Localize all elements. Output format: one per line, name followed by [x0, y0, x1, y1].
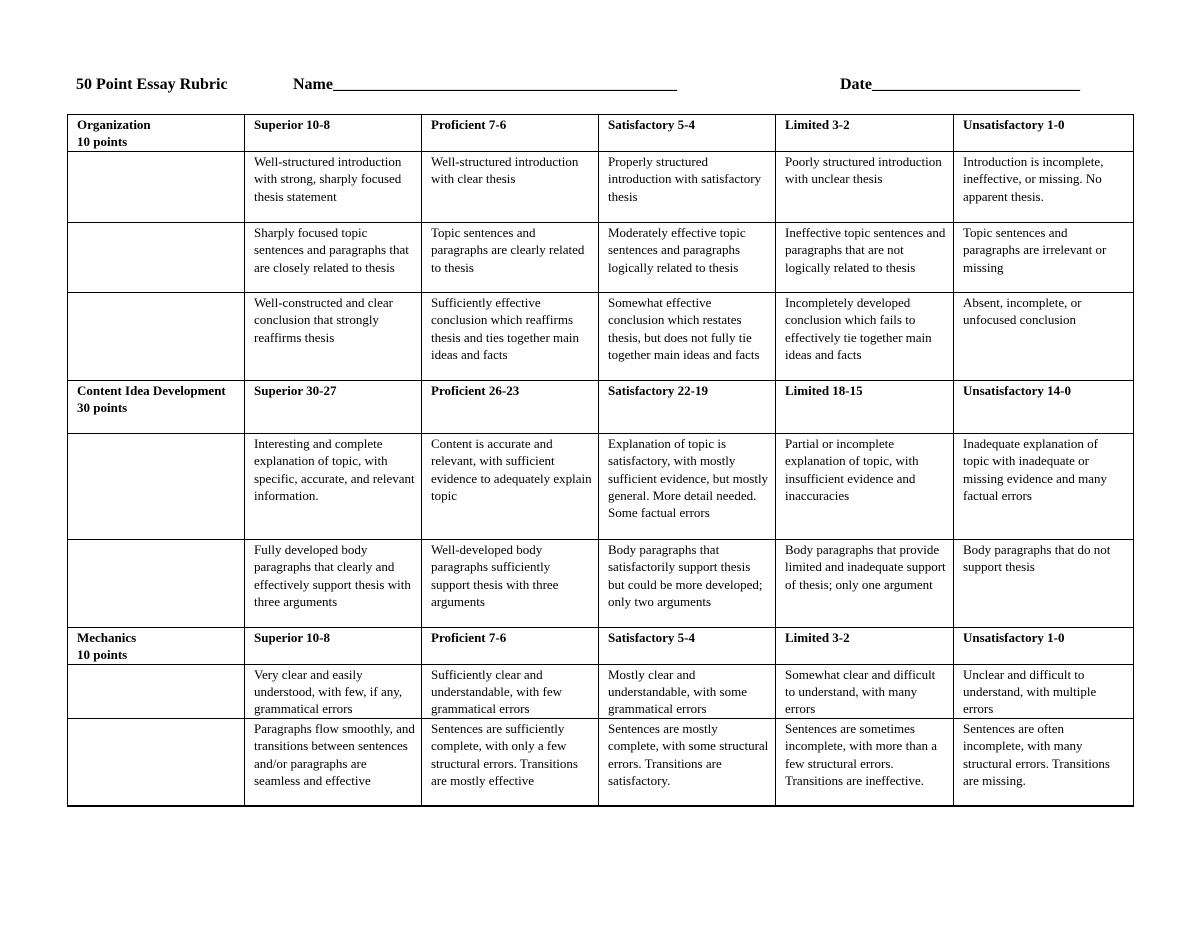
level-header: Satisfactory 5-4 [599, 627, 776, 664]
criteria-cell: Content is accurate and relevant, with sufficient evidence to adequately explain topic [422, 433, 599, 539]
criteria-cell: Introduction is incomplete, ineffective, or missing. No apparent thesis. [954, 151, 1134, 222]
category-points: 10 points [77, 647, 128, 663]
criteria-cell: Fully developed body paragraphs that clearly and effectively support thesis with three arguments [245, 539, 422, 627]
category-name: Organization [77, 117, 151, 132]
criteria-cell: Sentences are sufficiently complete, with only a few structural errors. Transitions are mostly effective [422, 718, 599, 806]
criteria-cell: Interesting and complete explanation of topic, with specific, accurate, and relevant information. [245, 433, 422, 539]
criteria-cell: Somewhat effective conclusion which restates thesis, but does not fully tie together main ideas and facts [599, 292, 776, 380]
level-header: Satisfactory 5-4 [599, 115, 776, 152]
criteria-cell: Topic sentences and paragraphs are irrelevant or missing [954, 222, 1134, 292]
criteria-cell: Unclear and difficult to understand, with multiple errors [954, 664, 1134, 718]
level-header: Unsatisfactory 1-0 [954, 115, 1134, 152]
criteria-cell: Inadequate explanation of topic with inadequate or missing evidence and many factual errors [954, 433, 1134, 539]
criteria-cell: Incompletely developed conclusion which fails to effectively tie together main ideas and facts [776, 292, 954, 380]
page-header [0, 76, 1200, 100]
level-header: Superior 10-8 [245, 115, 422, 152]
criteria-cell: Sentences are mostly complete, with some structural errors. Transitions are satisfactory. [599, 718, 776, 806]
level-header: Satisfactory 22-19 [599, 380, 776, 433]
section-header-row [68, 115, 1134, 152]
criteria-cell: Very clear and easily understood, with few, if any, grammatical errors [245, 664, 422, 718]
category-name: Mechanics [77, 629, 137, 645]
criteria-cell: Body paragraphs that provide limited and inadequate support of thesis; only one argument [776, 539, 954, 627]
criteria-cell: Well-constructed and clear conclusion that strongly reaffirms thesis [245, 292, 422, 380]
criteria-cell: Somewhat clear and difficult to understand, with many errors [776, 664, 954, 718]
date-field: Date__________________________ [840, 76, 1080, 93]
criteria-cell: Absent, incomplete, or unfocused conclusion [954, 292, 1134, 380]
name-field: Name___________________________________________ [293, 76, 677, 93]
level-header: Superior 10-8 [245, 627, 422, 664]
empty-category-cell [68, 433, 245, 539]
criteria-row [68, 151, 1134, 222]
category-cell [68, 380, 245, 433]
level-header: Proficient 26-23 [422, 380, 599, 433]
criteria-cell: Ineffective topic sentences and paragraphs that are not logically related to thesis [776, 222, 954, 292]
criteria-cell: Body paragraphs that do not support thesis [954, 539, 1134, 627]
category-points: 10 points [77, 134, 128, 150]
criteria-cell: Paragraphs flow smoothly, and transitions between sentences and/or paragraphs are seamless and effective [245, 718, 422, 806]
criteria-row [68, 718, 1134, 806]
section-header-row [68, 627, 1134, 664]
empty-category-cell [68, 718, 245, 806]
empty-category-cell [68, 664, 245, 718]
criteria-cell: Partial or incomplete explanation of topic, with insufficient evidence and inaccuracies [776, 433, 954, 539]
criteria-cell: Explanation of topic is satisfactory, with mostly sufficient evidence, but mostly general. More detail needed. Some factual errors [599, 433, 776, 539]
criteria-cell: Sentences are sometimes incomplete, with more than a few structural errors. Transitions are ineffective. [776, 718, 954, 806]
criteria-cell: Body paragraphs that satisfactorily support thesis but could be more developed; only two arguments [599, 539, 776, 627]
rubric-table [67, 114, 1134, 807]
criteria-row [68, 664, 1134, 718]
category-points: 30 points [77, 400, 128, 416]
criteria-cell: Well-developed body paragraphs sufficiently support thesis with three arguments [422, 539, 599, 627]
empty-category-cell [68, 222, 245, 292]
level-header: Unsatisfactory 1-0 [954, 627, 1134, 664]
criteria-row [68, 539, 1134, 627]
level-header: Unsatisfactory 14-0 [954, 380, 1134, 433]
criteria-cell: Moderately effective topic sentences and paragraphs logically related to thesis [599, 222, 776, 292]
empty-category-cell [68, 539, 245, 627]
level-header: Limited 18-15 [776, 380, 954, 433]
level-header: Proficient 7-6 [422, 627, 599, 664]
criteria-row [68, 433, 1134, 539]
category-cell [68, 115, 245, 152]
level-header: Superior 30-27 [245, 380, 422, 433]
empty-category-cell [68, 292, 245, 380]
criteria-cell: Sentences are often incomplete, with many structural errors. Transitions are missing. [954, 718, 1134, 806]
category-cell [68, 627, 245, 664]
criteria-row [68, 222, 1134, 292]
level-header: Proficient 7-6 [422, 115, 599, 152]
level-header: Limited 3-2 [776, 627, 954, 664]
empty-category-cell [68, 151, 245, 222]
criteria-cell: Sufficiently effective conclusion which reaffirms thesis and ties together main ideas and facts [422, 292, 599, 380]
criteria-cell: Well-structured introduction with clear thesis [422, 151, 599, 222]
section-header-row [68, 380, 1134, 433]
criteria-cell: Properly structured introduction with satisfactory thesis [599, 151, 776, 222]
criteria-cell: Mostly clear and understandable, with some grammatical errors [599, 664, 776, 718]
level-header: Limited 3-2 [776, 115, 954, 152]
criteria-cell: Topic sentences and paragraphs are clearly related to thesis [422, 222, 599, 292]
criteria-row [68, 292, 1134, 380]
category-name: Content Idea Development [77, 382, 226, 398]
criteria-cell: Well-structured introduction with strong, sharply focused thesis statement [245, 151, 422, 222]
criteria-cell: Sufficiently clear and understandable, with few grammatical errors [422, 664, 599, 718]
page-title: 50 Point Essay Rubric [76, 76, 228, 93]
criteria-cell: Poorly structured introduction with unclear thesis [776, 151, 954, 222]
criteria-cell: Sharply focused topic sentences and paragraphs that are closely related to thesis [245, 222, 422, 292]
